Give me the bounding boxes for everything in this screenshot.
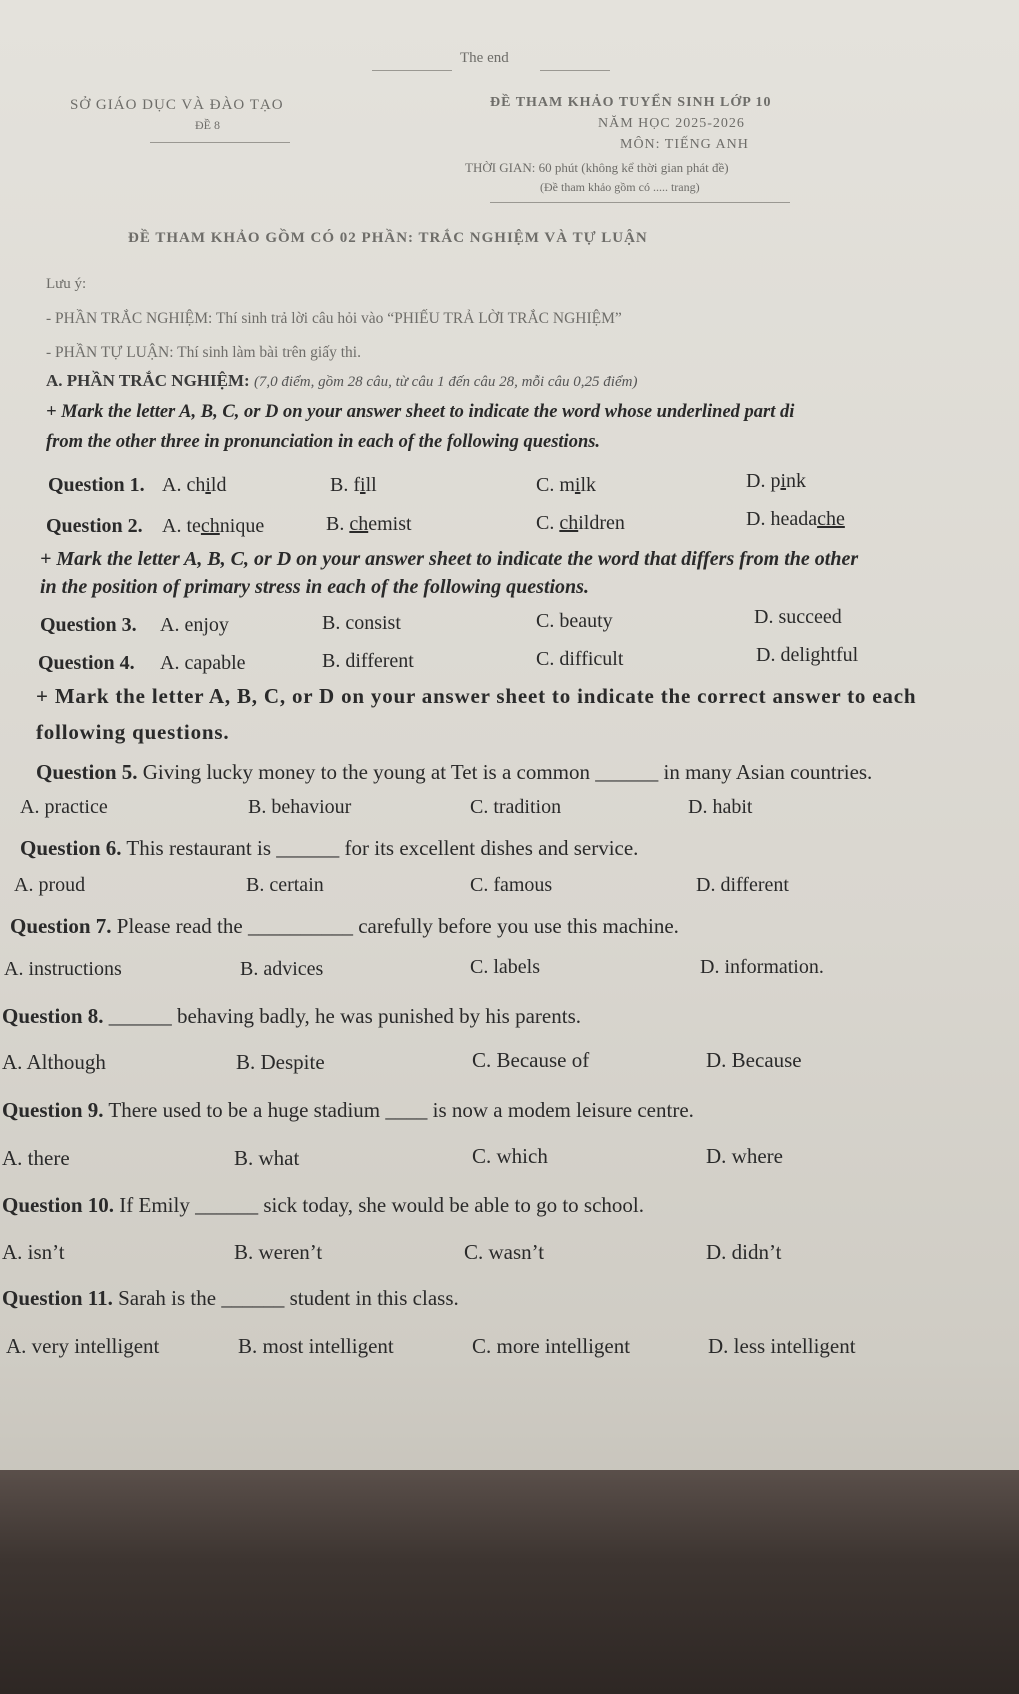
question-10-option-c: C. wasn’t	[464, 1240, 545, 1264]
question-3-label: Question 3.	[40, 614, 137, 636]
question-3-option-b: B. consist	[322, 612, 401, 634]
correct-answer-instruction-line1: + Mark the letter A, B, C, or D on your answer sheet to indicate the correct answer to each	[36, 684, 917, 708]
question-5-option-d: D. habit	[688, 796, 753, 818]
question-11-option-b: B. most intelligent	[238, 1334, 394, 1358]
pronunciation-instruction-line2: from the other three in pronunciation in each of the following questions.	[46, 432, 601, 452]
question-5-option-b: B. behaviour	[248, 796, 352, 818]
question-7-stem: Please read the __________ carefully before you use this machine.	[116, 914, 679, 938]
question-8-option-a: A. Although	[2, 1050, 106, 1074]
question-11-option-a: A. very intelligent	[6, 1334, 160, 1358]
note-essay: - PHẦN TỰ LUẬN: Thí sinh làm bài trên giấy thi.	[46, 344, 361, 361]
exam-time: THỜI GIAN: 60 phút (không kể thời gian phát đề)	[465, 160, 729, 175]
exam-code: ĐỀ 8	[195, 118, 220, 132]
question-9-stem: There used to be a huge stadium ____ is now a modem leisure centre.	[108, 1098, 694, 1122]
question-2-option-b: B. chemist	[326, 513, 412, 535]
top-rule-right	[540, 70, 610, 71]
question-9-option-a: A. there	[2, 1146, 70, 1170]
exam-subject: MÔN: TIẾNG ANH	[620, 137, 749, 152]
exam-pages: (Đề tham khảo gồm có ..... trang)	[540, 180, 700, 194]
question-10-option-a: A. isn’t	[2, 1240, 65, 1264]
question-10-option-b: B. weren’t	[234, 1240, 323, 1264]
correct-answer-instruction-line2: following questions.	[36, 720, 230, 744]
question-11-option-d: D. less intelligent	[708, 1334, 856, 1358]
question-7-option-a: A. instructions	[4, 958, 122, 980]
question-6-option-a: A. proud	[14, 874, 86, 896]
question-1-option-d: D. pink	[746, 470, 807, 492]
question-4-option-c: C. difficult	[536, 648, 624, 670]
question-4-option-d: D. delightful	[756, 644, 859, 666]
exam-year: NĂM HỌC 2025-2026	[598, 116, 745, 131]
note-label: Lưu ý:	[46, 276, 87, 292]
question-9-option-d: D. where	[706, 1144, 783, 1168]
exam-structure: ĐỀ THAM KHẢO GỒM CÓ 02 PHẦN: TRẮC NGHIỆM VÀ TỰ LUẬN	[128, 230, 648, 246]
question-7-option-d: D. information.	[700, 956, 824, 978]
question-4-option-a: A. capable	[160, 652, 246, 674]
question-2-option-c: C. children	[536, 512, 625, 534]
question-3-option-a: A. enjoy	[160, 614, 229, 636]
question-6-option-d: D. different	[696, 874, 789, 896]
question-10-stem: If Emily ______ sick today, she would be able to go to school.	[119, 1193, 644, 1217]
question-10: Question 10. If Emily ______ sick today, she would be able to go to school.	[2, 1193, 644, 1217]
question-11: Question 11. Sarah is the ______ student in this class.	[2, 1286, 459, 1310]
question-3-option-d: D. succeed	[754, 606, 842, 628]
question-8: Question 8. ______ behaving badly, he was punished by his parents.	[2, 1004, 581, 1028]
question-5-option-a: A. practice	[20, 796, 108, 818]
question-4-label: Question 4.	[38, 652, 135, 674]
dept-rule	[150, 142, 290, 143]
question-8-option-b: B. Despite	[236, 1050, 325, 1074]
question-7-option-c: C. labels	[470, 956, 540, 978]
question-5-option-c: C. tradition	[470, 796, 562, 818]
top-text: The end	[460, 50, 509, 66]
question-11-option-c: C. more intelligent	[472, 1334, 631, 1358]
top-rule-left	[372, 70, 452, 71]
question-1-label: Question 1.	[48, 474, 145, 496]
dark-background-area	[0, 1470, 1019, 1694]
question-11-stem: Sarah is the ______ student in this class.	[118, 1286, 459, 1310]
section-a-detail: (7,0 điểm, gồm 28 câu, từ câu 1 đến câu 28, mỗi câu 0,25 điểm)	[253, 374, 638, 390]
question-5: Question 5. Giving lucky money to the young at Tet is a common ______ in many Asian countries.	[36, 760, 873, 784]
question-8-option-d: D. Because	[706, 1048, 802, 1072]
stress-instruction-line2: in the position of primary stress in each of the following questions.	[40, 576, 589, 598]
question-2-label: Question 2.	[46, 515, 143, 537]
question-6-option-c: C. famous	[470, 874, 553, 896]
question-1-option-a: A. child	[162, 474, 227, 496]
question-3-option-c: C. beauty	[536, 610, 613, 632]
question-1-option-b: B. fill	[330, 474, 377, 496]
question-5-stem: Giving lucky money to the young at Tet is a common ______ in many Asian countries.	[142, 760, 873, 784]
question-9: Question 9. There used to be a huge stadium ____ is now a modem leisure centre.	[2, 1098, 694, 1122]
question-6: Question 6. This restaurant is ______ for its excellent dishes and service.	[20, 836, 639, 860]
question-7-option-b: B. advices	[240, 958, 324, 980]
stress-instruction-line1: + Mark the letter A, B, C, or D on your answer sheet to indicate the word that differs from the other	[40, 548, 859, 570]
header-rule	[490, 202, 790, 203]
question-8-option-c: C. Because of	[472, 1048, 590, 1072]
pronunciation-instruction-line1: + Mark the letter A, B, C, or D on your answer sheet to indicate the word whose underlined part di	[46, 402, 795, 422]
department-name: SỞ GIÁO DỤC VÀ ĐÀO TẠO	[70, 97, 284, 113]
exam-title: ĐỀ THAM KHẢO TUYỂN SINH LỚP 10	[490, 95, 772, 110]
question-1-option-c: C. milk	[536, 474, 597, 496]
question-8-stem: ______ behaving badly, he was punished by his parents.	[108, 1004, 581, 1028]
question-10-option-d: D. didn’t	[706, 1240, 782, 1264]
question-6-stem: This restaurant is ______ for its excellent dishes and service.	[126, 836, 639, 860]
question-9-option-c: C. which	[472, 1144, 548, 1168]
question-6-option-b: B. certain	[246, 874, 324, 896]
note-multiple-choice: - PHẦN TRẮC NGHIỆM: Thí sinh trả lời câu hỏi vào “PHIẾU TRẢ LỜI TRẮC NGHIỆM”	[46, 310, 622, 327]
question-9-option-b: B. what	[234, 1146, 300, 1170]
section-a-title: A. PHẦN TRẮC NGHIỆM:	[46, 371, 250, 390]
question-4-option-b: B. different	[322, 650, 414, 672]
section-a-heading	[46, 371, 637, 391]
question-2-option-a: A. technique	[162, 515, 265, 537]
question-2-option-d: D. headache	[746, 508, 845, 530]
question-7: Question 7. Please read the __________ carefully before you use this machine.	[10, 914, 679, 938]
